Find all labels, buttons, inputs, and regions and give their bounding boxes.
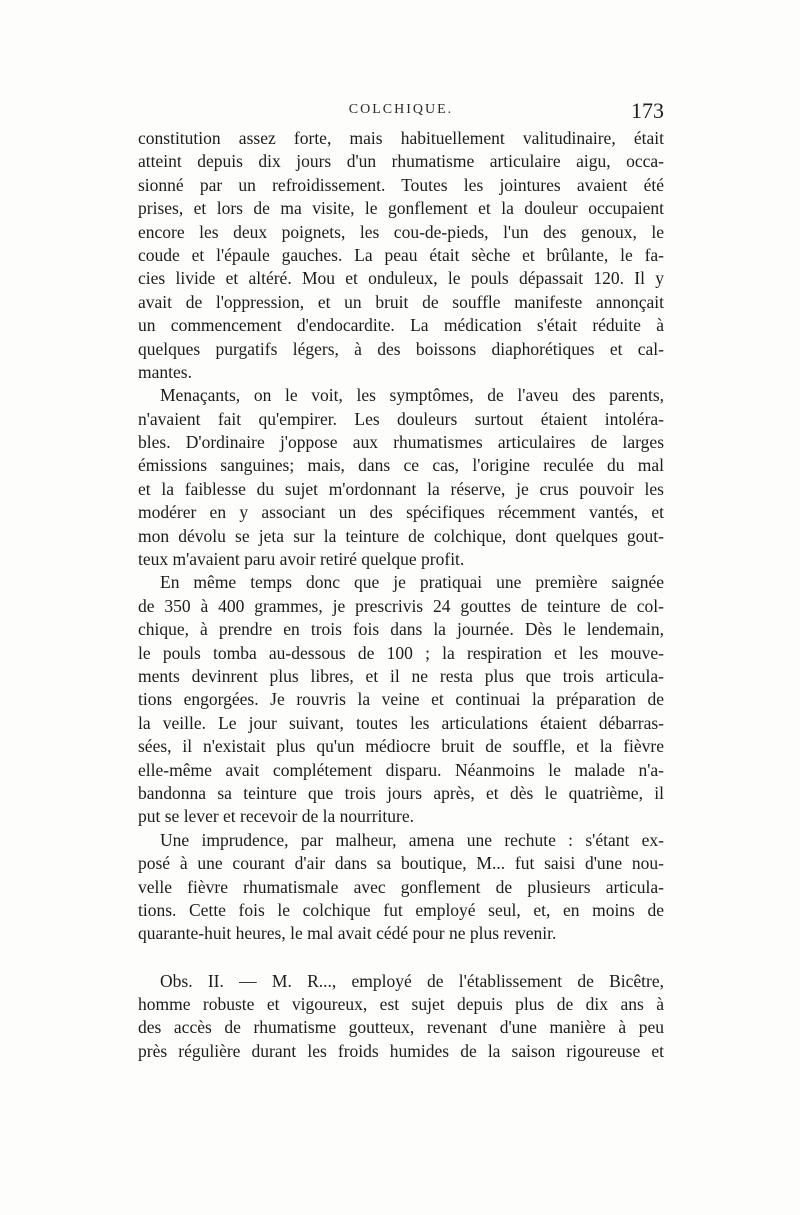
body-text	[138, 127, 664, 1063]
text-line: cies livide et altéré. Mou et onduleux, le pouls dépassait 120. Il y	[138, 268, 664, 289]
text-line: constitution assez forte, mais habituellement valitudinaire, était	[138, 128, 664, 148]
text-line: posé à une courant d'air dans sa boutique, M... fut saisi d'une nou-	[138, 853, 664, 874]
text-line: sionné par un refroidissement. Toutes les jointures avaient été	[138, 174, 664, 195]
text-line: près régulière durant les froids humides de la saison rigoureuse et	[138, 1040, 664, 1061]
text-line: chique, à prendre en trois fois dans la journée. Dès le lendemain,	[138, 619, 664, 640]
text-line: bles. D'ordinaire j'oppose aux rhumatismes articulaires de larges	[138, 432, 664, 453]
text-line: la veille. Le jour suivant, toutes les articulations étaient débarras-	[138, 712, 664, 733]
text-line: teux m'avaient paru avoir retiré quelque profit.	[138, 549, 465, 570]
text-line: de 350 à 400 grammes, je prescrivis 24 gouttes de teinture de col-	[138, 595, 664, 616]
text-line: un commencement d'endocardite. La médication s'était réduite à	[138, 315, 664, 336]
text-line: tions. Cette fois le colchique fut employé seul, et, en moins de	[138, 899, 664, 920]
text-line: des accès de rhumatisme goutteux, revenant d'une manière à peu	[138, 1017, 664, 1038]
text-line: quelques purgatifs légers, à des boissons diaphorétiques et cal-	[138, 338, 664, 359]
page-number: 173	[631, 98, 664, 123]
text-line: En même temps donc que je pratiquai une première saignée	[160, 572, 664, 593]
running-title: COLCHIQUE.	[348, 102, 454, 117]
text-line: n'avaient fait qu'empirer. Les douleurs surtout étaient intoléra-	[138, 408, 664, 429]
text-line: tions engorgées. Je rouvris la veine et continuai la préparation de	[138, 689, 664, 710]
text-line: émissions sanguines; mais, dans ce cas, l'origine reculée du mal	[138, 455, 664, 476]
text-line: ments devinrent plus libres, et il ne resta plus que trois articula-	[138, 665, 664, 686]
text-line: Menaçants, on le voit, les symptômes, de l'aveu des parents,	[160, 385, 664, 406]
text-line: coude et l'épaule gauches. La peau était sèche et brûlante, le fa-	[138, 244, 664, 265]
text-line: homme robuste et vigoureux, est sujet depuis plus de dix ans à	[138, 994, 664, 1015]
section-gap	[138, 946, 664, 970]
text-line: velle fièvre rhumatismale avec gonflement de plusieurs articula-	[138, 876, 664, 897]
text-line: bandonna sa teinture que trois jours après, et dès le quatrième, il	[138, 782, 664, 803]
text-line: le pouls tomba au-dessous de 100 ; la respiration et les mouve-	[138, 642, 664, 663]
text-line: prises, et lors de ma visite, le gonflement et la douleur occupaient	[138, 198, 664, 219]
text-line: elle-même avait complétement disparu. Néanmoins le malade n'a-	[138, 759, 664, 780]
text-line: mon dévolu se jeta sur la teinture de colchique, dont quelques gout-	[138, 525, 664, 546]
text-line: atteint depuis dix jours d'un rhumatisme articulaire aigu, occa-	[138, 151, 664, 172]
text-line: Une imprudence, par malheur, amena une rechute : s'étant ex-	[160, 829, 664, 850]
text-line: encore les deux poignets, les cou-de-pieds, l'un des genoux, le	[138, 221, 664, 242]
running-head	[138, 98, 664, 128]
text-line: put se lever et recevoir de la nourriture.	[138, 806, 414, 827]
text-line: modérer en y associant un des spécifiques récemment vantés, et	[138, 502, 664, 523]
text-line: Obs. II. — M. R..., employé de l'établissement de Bicêtre,	[160, 970, 664, 991]
text-line: avait de l'oppression, et un bruit de souffle manifeste annonçait	[138, 291, 664, 312]
text-line: et la faiblesse du sujet m'ordonnant la réserve, je crus pouvoir les	[138, 478, 664, 499]
text-line: sées, il n'existait plus qu'un médiocre bruit de souffle, et la fièvre	[138, 736, 664, 757]
text-line: quarante-huit heures, le mal avait cédé pour ne plus revenir.	[138, 923, 557, 944]
text-line: mantes.	[138, 361, 192, 382]
